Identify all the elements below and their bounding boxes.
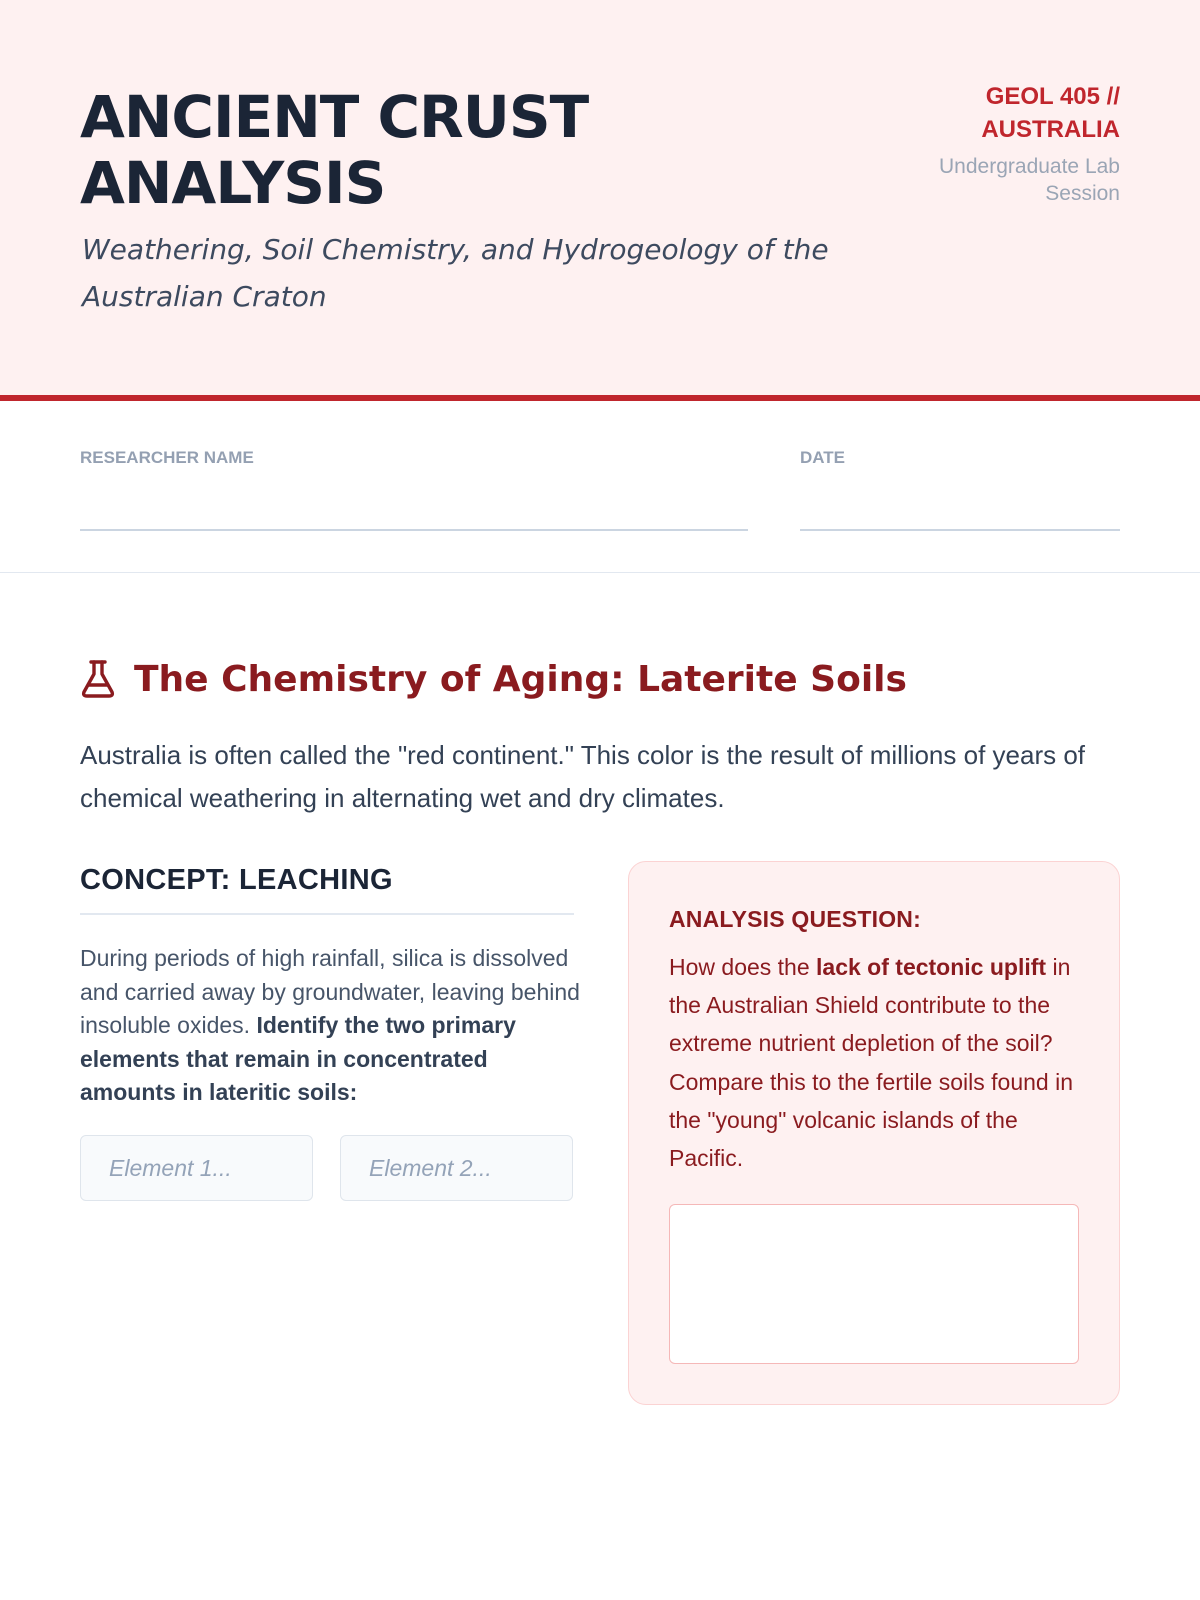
concept-body xyxy=(80,942,580,1110)
concept-divider xyxy=(80,913,574,915)
page-title: ANCIENT CRUST ANALYSIS xyxy=(80,83,589,217)
analysis-label: ANALYSIS QUESTION: xyxy=(669,906,921,932)
element-1-input[interactable] xyxy=(80,1135,313,1201)
analysis-text-after: in the Australian Shield contribute to the extreme nutrient depletion of the soil? Compare this to the fertile soils found in the "young" volcanic islands of the Pacific. xyxy=(669,954,1073,1172)
date-label: DATE xyxy=(800,448,846,467)
course-code: GEOL 405 // AUSTRALIA xyxy=(981,83,1120,143)
flask-icon xyxy=(80,659,116,699)
researcher-name-field[interactable] xyxy=(80,529,748,531)
concept-heading: CONCEPT: LEACHING xyxy=(80,864,393,896)
concept-text: During periods of high rainfall, silica is dissolved and carried away by groundwater, leaving behind insoluble oxides. xyxy=(80,945,580,1038)
section-title: The Chemistry of Aging: Laterite Soils xyxy=(134,658,907,700)
researcher-name-label: RESEARCHER NAME xyxy=(80,448,254,467)
session-label: Undergraduate Lab Session xyxy=(939,155,1120,205)
section-heading xyxy=(80,654,907,704)
analysis-answer-input[interactable] xyxy=(669,1204,1079,1364)
concept-prompt: Identify the two primary elements that remain in concentrated amounts in lateritic soils: xyxy=(80,1012,516,1105)
analysis-question xyxy=(669,948,1079,1177)
page-subtitle: Weathering, Soil Chemistry, and Hydrogeology of the Australian Craton xyxy=(82,233,829,313)
analysis-text-bold: lack of tectonic uplift xyxy=(816,954,1047,980)
analysis-text-before: How does the xyxy=(669,954,810,980)
date-field[interactable] xyxy=(800,529,1120,531)
worksheet-header xyxy=(0,0,1200,401)
section-intro: Australia is often called the "red continent." This color is the result of millions of years of chemical weathering in alternating wet and dry climates. xyxy=(80,740,1086,813)
divider xyxy=(0,572,1200,573)
analysis-question-box xyxy=(628,861,1120,1405)
element-2-input[interactable] xyxy=(340,1135,573,1201)
